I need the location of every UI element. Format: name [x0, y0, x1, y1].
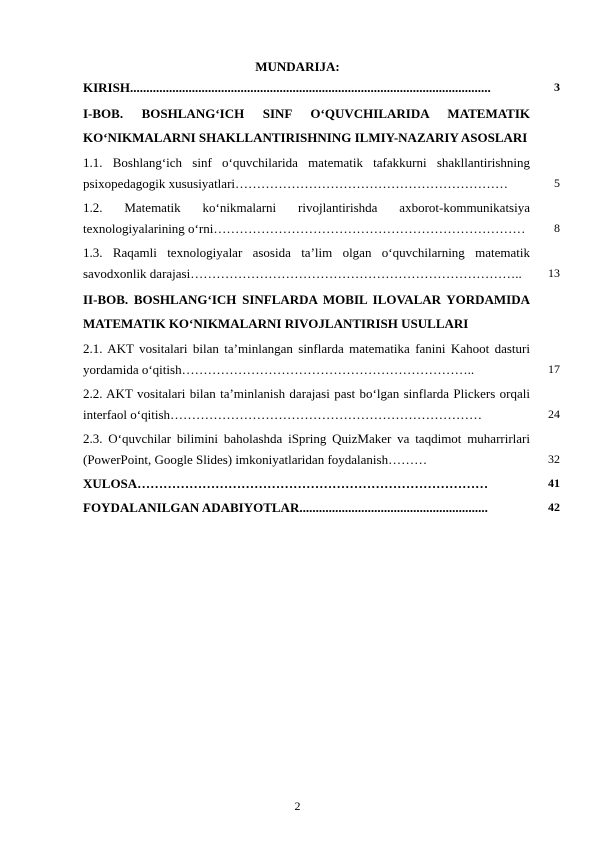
toc-entry-1-2[interactable] — [83, 197, 560, 239]
toc-chapter-1[interactable] — [83, 102, 560, 149]
toc-entry-2-1[interactable] — [83, 338, 560, 380]
toc-entry-page: 41 — [548, 476, 560, 490]
toc-entry-page: 17 — [548, 362, 560, 376]
toc-entry-text: XULOSA……………………………………………………………………… — [83, 476, 489, 491]
toc-entry-text: FOYDALANILGAN ADABIYOTLAR.......................................................... — [83, 500, 488, 515]
toc-entry-2-2[interactable] — [83, 383, 560, 425]
toc-entry-page: 42 — [548, 500, 560, 514]
toc-entry-text: KIRISH............................................................................................................... — [83, 80, 491, 95]
toc-entry-text: 2.2. AKT vositalari bilan ta’minlanish darajasi past bo‘lgan sinflarda Plickers orqali interfaol o‘qitish……………………………………………………………… — [83, 386, 530, 422]
toc-entry-page: 24 — [548, 407, 560, 421]
toc-entry-2-3[interactable] — [83, 428, 560, 470]
toc-entry-1-3[interactable] — [83, 242, 560, 284]
toc-entry-text: 1.1. Boshlang‘ich sinf o‘quvchilarida matematik tafakkurni shakllantirishning psixopedagogik xususiyatlari……………………………………………………… — [83, 155, 530, 191]
toc-chapter-2[interactable] — [83, 288, 560, 335]
toc-entry-text: 2.1. AKT vositalari bilan ta’minlangan sinflarda matematika fanini Kahoot dasturi yordamida o‘qitish………………………………………………………….. — [83, 341, 530, 377]
toc-entry-text: II-BOB. BOSHLANG‘ICH SINFLARDA MOBIL ILOVALAR YORDAMIDA MATEMATIK KO‘NIKMALARNI RIVOJLANTIRISH USULLARI — [83, 292, 530, 331]
toc-entry-xulosa[interactable] — [83, 473, 560, 494]
toc-entry-adabiyotlar[interactable] — [83, 497, 560, 518]
table-of-contents — [83, 77, 560, 518]
toc-entry-text: 1.2. Matematik ko‘nikmalarni rivojlantirishda axborot-kommunikatsiya texnologiyalarining o‘rni……………………………………………………………… — [83, 200, 530, 236]
toc-entry-page: 32 — [548, 452, 560, 466]
toc-entry-page: 5 — [554, 176, 560, 190]
toc-entry-page: 8 — [554, 221, 560, 235]
toc-entry-text: I-BOB. BOSHLANG‘ICH SINF O‘QUVCHILARIDA MATEMATIK KO‘NIKMALARNI SHAKLLANTIRISHNING ILMIY-NAZARIY ASOSLARI — [83, 106, 530, 145]
toc-entry-kirish[interactable] — [83, 77, 560, 98]
toc-entry-text: 2.3. O‘quvchilar bilimini baholashda iSpring QuizMaker va taqdimot muharrirlari (PowerPoint, Google Slides) imkoniyatlaridan foydalanish……… — [83, 431, 530, 467]
page-number: 2 — [294, 799, 301, 813]
toc-entry-page: 13 — [548, 266, 560, 280]
toc-entry-text: 1.3. Raqamli texnologiyalar asosida ta’lim olgan o‘quvchilarning matematik savodxonlik darajasi………………………………………………………………….. — [83, 245, 530, 281]
toc-entry-1-1[interactable] — [83, 152, 560, 194]
toc-title: MUNDARIJA: — [255, 59, 340, 74]
toc-entry-page: 3 — [554, 80, 560, 94]
